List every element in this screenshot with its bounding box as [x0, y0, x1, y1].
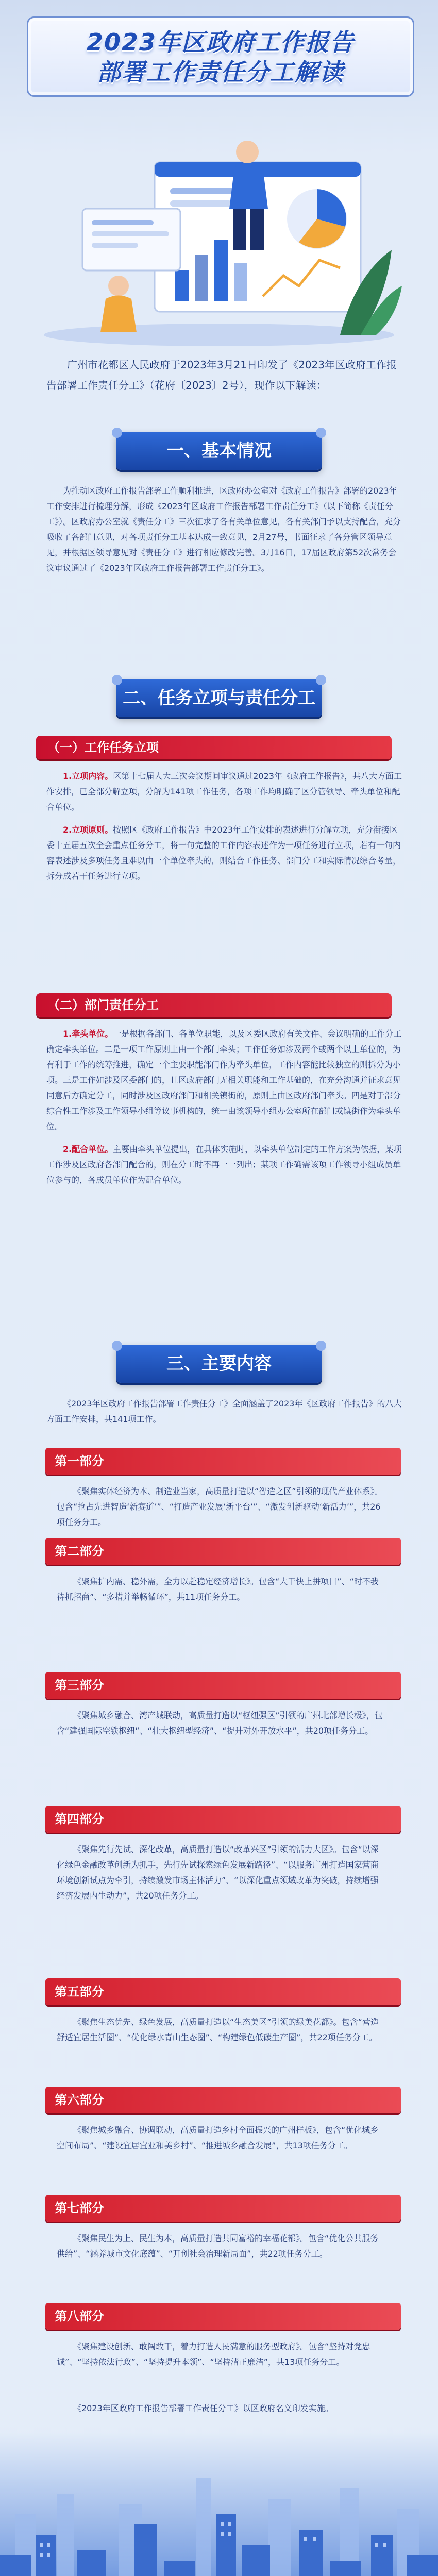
section1-heading: 一、基本情况 — [116, 432, 322, 470]
part7-heading: 第七部分 — [45, 2195, 401, 2222]
sub1-heading: （一）工作任务立项 — [36, 736, 392, 759]
part2-text: 《聚焦扩内需、稳外需，全力以赴稳定经济增长》。包含“大干快上拼项目”、“时不我待抓招商”、“多措并举畅循环”，共11项任务分工。 — [57, 1577, 379, 1602]
section3-intro: 《2023年区政府工作报告部署工作责任分工》全面涵盖了2023年《区政府工作报告》的八大方面工作安排，共141项工作。 — [46, 1399, 402, 1424]
part7-text: 《聚焦民生为上、民生为本，高质量打造共同富裕的幸福花都》。包含“优化公共服务供给”、“涵养城市文化底蕴”、“开创社会治理新局面”，共22项任务分工。 — [57, 2233, 379, 2259]
part4-text: 《聚焦先行先试、深化改革，高质量打造以“改革兴区”引领的活力大区》。包含“以深化绿色金融改革创新为抓手，先行先试探索绿色发展新路径”、“以服务广州打造国家营商环境创新试点为牵引，持续激发市场主体活力”、“以深化重点领域改革为突破，持续增强经济发展内生动力”，共20项任务分工。 — [57, 1844, 379, 1901]
title-banner — [27, 16, 414, 97]
section1-body — [46, 483, 402, 576]
part3-heading: 第三部分 — [45, 1672, 401, 1699]
section1-text: 为推动区政府工作报告部署工作顺利推进，区政府办公室对《政府工作报告》部署的2023年工作安排进行梳理分解，形成《2023年区政府工作报告部署工作责任分工》（以下简称《责任分工》）。区政府办公室就《责任分工》三次征求了各有关单位意见，各有关部门予以支持配合，充分吸收了各部门意见，对各项责任分工基本达成一致意见，2月27号，书面征求了各分管区领导意见，并根据区领导意见对《责任分工》进行相应修改完善。3月16日，17届区政府第52次常务会议审议通过了《2023年区政府工作报告部署工作责任分工》。 — [46, 486, 401, 573]
sub1-p2-lead: 2.立项原则。 — [63, 825, 113, 835]
sub2-p1 — [46, 1026, 402, 1134]
part4-heading: 第四部分 — [45, 1806, 401, 1833]
intro-paragraph: 广州市花都区人民政府于2023年3月21日印发了《2023年区政府工作报告部署工作责任分工》（花府〔2023〕2号），现作以下解读： — [46, 359, 397, 392]
sub1-p1-text: 区第十七届人大三次会议期间审议通过2023年《政府工作报告》，共八大方面工作安排，已全部分解立项，分解为141项工作任务，各项工作均明确了区分管领导、牵头单位和配合单位。 — [46, 771, 402, 812]
part5-heading: 第五部分 — [45, 1978, 401, 2005]
sub1-p2-text: 按照区《政府工作报告》中2023年工作安排的表述进行分解立项，充分衔接区委十五届五次全会重点任务分工，将一句完整的工作内容表述作为一项任务进行立项，若有一句内容表述涉及多项任务且难以由一个单位牵头的，则结合工作任务、部门分工和实际情况综合考量，拆分成若干任务进行立项。 — [46, 825, 401, 881]
sub1-p2 — [46, 822, 402, 884]
section3-intro-wrap — [46, 1396, 402, 1427]
part8-text: 《聚焦建设创新、敢闯敢干，着力打造人民满意的服务型政府》。包含“坚持对党忠诚”、“坚持依法行政”、“坚持提升本领”、“坚持清正廉洁”，共13项任务分工。 — [57, 2342, 370, 2367]
sub2-p2-lead: 2.配合单位。 — [63, 1144, 113, 1154]
city-skyline-icon — [0, 2432, 438, 2576]
hero-illustration-icon — [31, 131, 407, 348]
section2-heading: 二、任务立项与责任分工 — [116, 679, 322, 717]
part6-text: 《聚焦城乡融合、协调联动，高质量打造乡村全面振兴的广州样板》，包含“优化城乡空间布局”、“建设宜居宜业和美乡村”、“推进城乡融合发展”，共13项任务分工。 — [57, 2125, 379, 2150]
part6-heading: 第六部分 — [45, 2087, 401, 2113]
sub1-body — [46, 769, 402, 884]
part5-text: 《聚焦生态优先、绿色发展，高质量打造以“生态美区”引领的绿美花都》。包含“营造舒适宜居生活圈”、“优化绿水青山生态圈”、“构建绿色低碳生产圈”，共22项任务分工。 — [57, 2017, 379, 2042]
part8-heading: 第八部分 — [45, 2303, 401, 2330]
sub2-p1-lead: 1.牵头单位。 — [63, 1029, 113, 1039]
title-line1: 2023年区政府工作报告 — [86, 28, 355, 56]
sub2-body — [46, 1026, 402, 1188]
section3-heading: 三、主要内容 — [116, 1345, 322, 1383]
part1-text: 《聚焦实体经济为本、制造业当家，高质量打造以“智造之区”引领的现代产业体系》。包含“抢占先进智造‘新赛道’”、“打造产业发展‘新平台’”、“激发创新驱动‘新活力’”，共26项任务分工。 — [57, 1486, 383, 1527]
sub2-p2 — [46, 1142, 402, 1188]
part2-heading: 第二部分 — [45, 1538, 401, 1565]
sub1-p1-lead: 1.立项内容。 — [63, 771, 113, 781]
sub1-p1 — [46, 769, 402, 815]
sub2-heading: （二）部门责任分工 — [36, 993, 392, 1017]
part3-text: 《聚焦城乡融合、湾产城联动，高质量打造以“枢纽强区”引领的广州北部增长极》，包含“建强国际空铁枢纽”、“壮大枢纽型经济”、“提升对外开放水平”，共20项任务分工。 — [57, 1710, 383, 1736]
part1-heading: 第一部分 — [45, 1448, 401, 1475]
sub2-p1-text: 一是根据各部门、各单位职能，以及区委区政府有关文件、会议明确的工作分工确定牵头单位。二是一项工作原则上由一个部门牵头；工作任务如涉及两个或两个以上单位的，为有利于工作的统筹推进，确定一个主要职能部门作为牵头单位，工作内容能比较独立的则拆分为小项。三是工作如涉及区委部门的，且区政府部门无相关职能和工作基础的，在充分沟通并征求意见同意后方确定分工，同时涉及区政府部门和相关镇街的，原则上由区政府部门牵头。四是对于部分综合性工作涉及工作领导小组等议事机构的，统一由该领导小组办公室所在部门或镇街作为牵头单位。 — [46, 1029, 402, 1131]
sub2-p2-text: 主要由牵头单位提出，在具体实施时，以牵头单位制定的工作方案为依据，某项工作涉及区政府各部门配合的，则在分工时不再一一列出；某项工作确需该项工作领导小组成员单位参与的，各成员单位作为配合单位。 — [46, 1144, 402, 1185]
closing-text: 《2023年区政府工作报告部署工作责任分工》以区政府名义印发实施。 — [73, 2403, 333, 2413]
title-line2: 部署工作责任分工解读 — [97, 58, 344, 86]
